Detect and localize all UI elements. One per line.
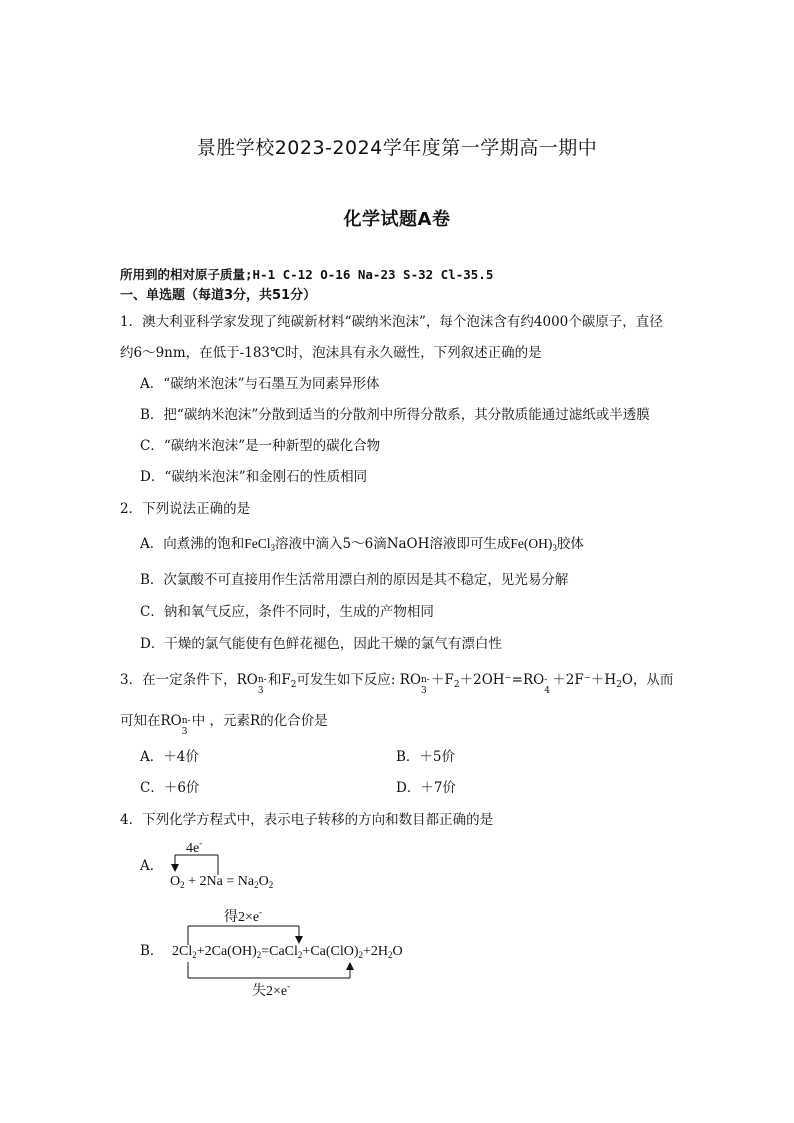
ion-sub: 3 [257,686,264,696]
h2o-sub: 2 [616,680,622,690]
electron-count: 4e [186,841,200,856]
q3-mid3: ＋F [431,672,454,688]
q3-stem-line2 [120,713,328,737]
q1-option-c: C．“碳纳米泡沫”是一种新型的碳化合物 [140,438,381,454]
q4-a-electron-label [186,838,202,857]
q3-end2: O，从而 [621,672,674,688]
eq-sub: 2 [388,950,393,960]
fecl-text: FeCl [244,536,271,551]
q2-option-b: B．次氯酸不可直接用作生活常用漂白剂的原因是其不稳定，见光易分解 [140,572,569,588]
q1-option-d: D．“碳纳米泡沫”和金刚石的性质相同 [140,469,368,485]
q4-stem: 4．下列化学方程式中，表示电子转移的方向和数目都正确的是 [120,812,494,828]
q3-mid: 和F [267,672,291,688]
eq-part: +2H [363,944,389,959]
atomic-masses: 所用到的相对原子质量;H-1 C-12 O-16 Na-23 S-32 Cl-35.5 [120,267,494,282]
eq-part: 2Cl [172,944,193,959]
q4-option-b-label: B． [140,943,164,959]
eq-part: O [392,944,403,959]
q2-a-pre: A．向煮沸的饱和 [140,536,245,552]
q4-a-equation [170,874,273,890]
q4-b-gain-label [224,906,262,926]
q2-a-feoh3 [510,536,557,551]
eq-sub: 2 [358,950,364,960]
q1-stem-line2: 约6～9nm，在低于-183℃时，泡沫具有永久磁性，下列叙述正确的是 [120,345,542,361]
q2-option-d: D．干燥的氯气能使有色鲜花褪色，因此干燥的氯气有漂白性 [140,636,502,652]
q4-b-gain-arrow [188,926,303,945]
q1-option-a: A．“碳纳米泡沫”与石墨互为同素异形体 [140,376,380,392]
q1-option-b: B．把“碳纳米泡沫”分散到适当的分散剂中所得分散系，其分散质能通过滤纸或半透膜 [140,407,650,423]
f2-sub: 2 [453,680,460,690]
q3-end: ＋2F⁻＋H [552,672,617,688]
eq-sub: 2 [268,880,274,890]
eq-part: + 2Na = Na [184,874,255,889]
q3-line2-pre: 可知在RO [120,713,182,729]
eq-part: =CaCl [261,944,298,959]
eq-sub: 2 [180,880,185,890]
ion-charge: n- [421,675,430,685]
eq-sub: 2 [192,950,197,960]
eq-part: O [170,874,181,889]
feoh-sub: 3 [552,543,557,553]
ro4-charge: - [544,675,548,685]
q4-option-a-label: A． [140,858,164,874]
fecl-sub: 3 [270,543,276,553]
eq-part: +Ca(ClO) [302,944,359,959]
ion-charge: n- [257,675,267,685]
page-subtitle: 化学试题A卷 [343,209,451,230]
eq-sub: 2 [297,950,303,960]
f2-sub: 2 [290,680,297,690]
q2-a-mid: 溶液中滴入5～6滴NaOH溶液即可生成 [275,536,511,552]
q3-line2-post: 中 ，元素R的化合价是 [191,713,328,729]
gain-text: 得2×e [224,910,260,925]
q3-option-d: D．＋7价 [396,780,456,796]
q3-option-a: A．＋4价 [140,749,199,765]
ion-sub: 3 [421,686,427,696]
q4-b-loss-label [252,980,290,1000]
q1-stem-line1: 1．澳大利亚科学家发现了纯碳新材料“碳纳米泡沫”，每个泡沫含有约4000个碳原子，直径 [120,314,663,330]
eq-part: +2Ca(OH) [196,944,257,959]
feoh-text: Fe(OH) [510,536,553,551]
q4-a-arrow [171,855,218,875]
loss-minus: - [287,981,291,991]
q3-mid4: ＋2OH⁻=RO [459,672,545,688]
q3-mid2: 可发生如下反应: RO [296,672,422,688]
q2-a-fecl3 [244,536,275,551]
loss-text: 失2×e [252,984,288,999]
eq-part: O [258,874,269,889]
q2-stem: 2．下列说法正确的是 [120,501,251,517]
q3-stem-line1 [120,672,674,696]
gain-minus: - [259,907,263,917]
ro4-sub: 4 [544,686,550,696]
q4-b-equation [172,944,403,960]
ion-sub: 3 [181,727,188,737]
q2-a-post: 胶体 [556,536,584,552]
ion-charge: n- [181,716,191,726]
q3-option-b: B．＋5价 [396,749,456,765]
section-heading: 一、单选题（每道3分，共51分） [120,288,317,303]
q2-option-c: C．钠和氧气反应，条件不同时，生成的产物相同 [140,604,434,620]
q3-option-c: C．＋6价 [140,780,200,796]
q2-option-a [140,536,584,554]
eq-sub: 2 [254,880,259,890]
q3-pre: 3．在一定条件下，RO [120,672,258,688]
q4-b-loss-arrow [188,962,354,978]
eq-sub: 2 [256,950,262,960]
electron-minus: - [199,838,203,848]
page-title: 景胜学校2023-2024学年度第一学期高一期中 [196,137,598,159]
